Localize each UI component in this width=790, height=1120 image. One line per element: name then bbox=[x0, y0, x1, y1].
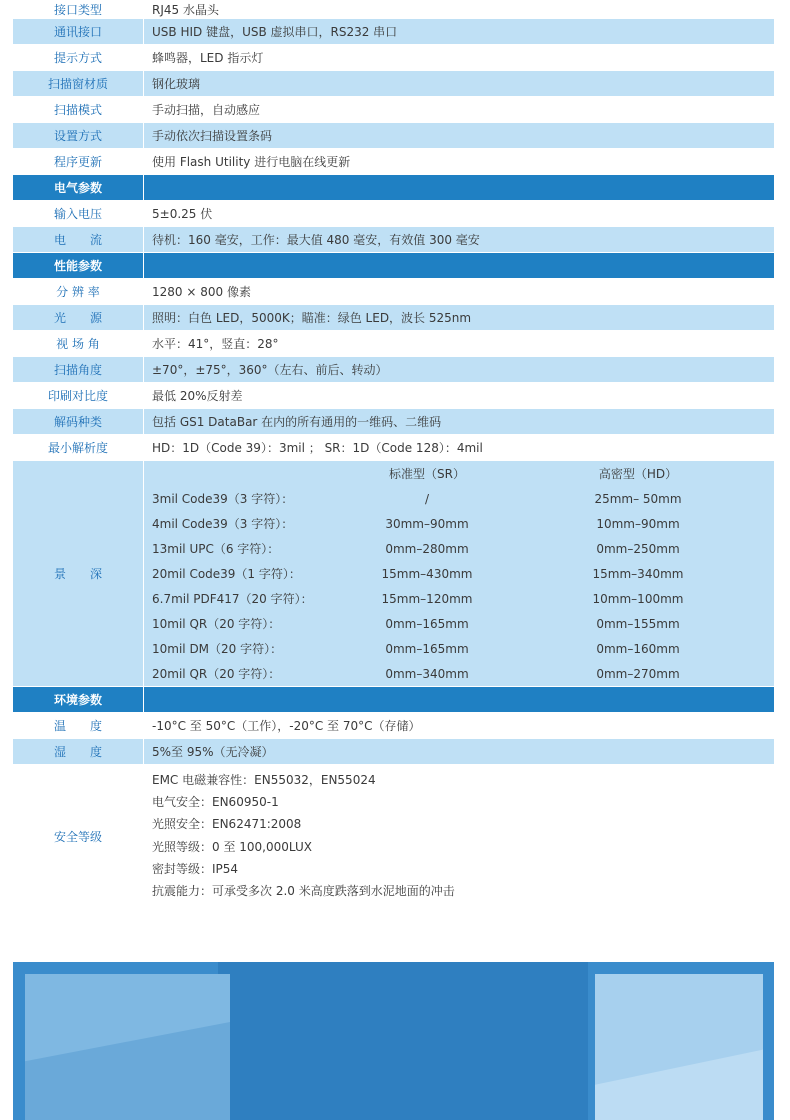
spec-value: 蜂鸣器，LED 指示灯 bbox=[144, 45, 775, 71]
depth-header-sr: 标准型（SR） bbox=[389, 467, 465, 481]
safety-line: 密封等级：IP54 bbox=[152, 861, 239, 876]
spec-label: 湿 度 bbox=[13, 739, 144, 765]
depth-row bbox=[144, 561, 774, 586]
spec-label: 设置方式 bbox=[13, 123, 144, 149]
spec-value: RJ45 水晶头 bbox=[144, 0, 775, 19]
spec-row bbox=[13, 279, 774, 305]
spec-value: 手动扫描，自动感应 bbox=[144, 97, 775, 123]
section-header-electrical bbox=[13, 175, 774, 201]
spec-row bbox=[13, 305, 774, 331]
spec-table bbox=[13, 0, 774, 908]
depth-sr-value: 30mm–90mm bbox=[385, 516, 469, 531]
spec-row bbox=[13, 97, 774, 123]
spec-label: 景 深 bbox=[13, 461, 144, 687]
depth-sr-value: 15mm–430mm bbox=[381, 566, 473, 581]
depth-sr-value: 0mm–165mm bbox=[385, 641, 469, 656]
spec-value: 5±0.25 伏 bbox=[144, 201, 775, 227]
depth-code: 6.7mil PDF417（20 字符）： bbox=[152, 592, 313, 606]
depth-row bbox=[144, 586, 774, 611]
depth-sr-value: 0mm–280mm bbox=[385, 541, 469, 556]
spec-label: 通讯接口 bbox=[13, 19, 144, 45]
depth-sr-value: 0mm–340mm bbox=[385, 666, 469, 681]
depth-hd-value: 0mm–155mm bbox=[596, 616, 680, 631]
section-title: 性能参数 bbox=[13, 253, 144, 279]
depth-code: 10mil DM（20 字符）： bbox=[152, 642, 283, 656]
spec-label: 光 源 bbox=[13, 305, 144, 331]
spec-row bbox=[13, 409, 774, 435]
section-title: 环境参数 bbox=[13, 687, 144, 713]
spec-row bbox=[13, 0, 774, 19]
spec-label: 扫描窗材质 bbox=[13, 71, 144, 97]
spec-row bbox=[13, 435, 774, 461]
spec-value: 待机：160 毫安，工作：最大值 480 毫安，有效值 300 毫安 bbox=[144, 227, 775, 253]
spec-value: 最低 20%反射差 bbox=[144, 383, 775, 409]
spec-label: 温 度 bbox=[13, 713, 144, 739]
section-title: 电气参数 bbox=[13, 175, 144, 201]
spec-row bbox=[13, 227, 774, 253]
depth-code: 4mil Code39（3 字符）： bbox=[152, 517, 294, 531]
spec-value: 钢化玻璃 bbox=[144, 71, 775, 97]
spec-label: 解码种类 bbox=[13, 409, 144, 435]
depth-row bbox=[144, 661, 774, 686]
spec-label: 最小解析度 bbox=[13, 435, 144, 461]
spec-value: 使用 Flash Utility 进行电脑在线更新 bbox=[144, 149, 775, 175]
depth-hd-value: 15mm–340mm bbox=[592, 566, 684, 581]
spec-label: 扫描角度 bbox=[13, 357, 144, 383]
spec-value: 水平：41°，竖直：28° bbox=[144, 331, 775, 357]
spec-row bbox=[13, 123, 774, 149]
safety-line: 光照安全：EN62471:2008 bbox=[152, 817, 302, 832]
spec-value: 1280 × 800 像素 bbox=[144, 279, 775, 305]
section-header-environment bbox=[13, 687, 774, 713]
spec-row bbox=[13, 201, 774, 227]
spec-value: -10°C 至 50°C（工作），-20°C 至 70°C（存储） bbox=[144, 713, 775, 739]
spec-label: 程序更新 bbox=[13, 149, 144, 175]
depth-hd-value: 0mm–250mm bbox=[596, 541, 680, 556]
depth-hd-value: 0mm–270mm bbox=[596, 666, 680, 681]
spec-label: 输入电压 bbox=[13, 201, 144, 227]
depth-sr-value: / bbox=[424, 491, 430, 506]
section-spacer bbox=[144, 253, 775, 279]
depth-hd-value: 10mm–90mm bbox=[596, 516, 680, 531]
spec-row bbox=[13, 45, 774, 71]
spec-value: 手动依次扫描设置条码 bbox=[144, 123, 775, 149]
spec-row bbox=[13, 149, 774, 175]
spec-row bbox=[13, 331, 774, 357]
section-spacer bbox=[144, 175, 775, 201]
spec-value: USB HID 键盘，USB 虚拟串口，RS232 串口 bbox=[144, 19, 775, 45]
section-spacer bbox=[144, 687, 775, 713]
spec-label: 视 场 角 bbox=[13, 331, 144, 357]
spec-label: 分 辨 率 bbox=[13, 279, 144, 305]
depth-sr-value: 15mm–120mm bbox=[381, 591, 473, 606]
spec-row bbox=[13, 739, 774, 765]
depth-header-empty bbox=[144, 461, 352, 486]
spec-row bbox=[13, 71, 774, 97]
spec-value: 照明：白色 LED，5000K；瞄准：绿色 LED，波长 525nm bbox=[144, 305, 775, 331]
safety-line: 光照等级：0 至 100,000LUX bbox=[152, 839, 312, 854]
depth-row bbox=[144, 486, 774, 511]
spec-row bbox=[13, 357, 774, 383]
safety-line: 抗震能力：可承受多次 2.0 米高度跌落到水泥地面的冲击 bbox=[152, 883, 455, 898]
depth-row bbox=[144, 536, 774, 561]
depth-hd-value: 0mm–160mm bbox=[596, 641, 680, 656]
banner-panel-center bbox=[218, 962, 588, 1120]
depth-code: 20mil Code39（1 字符）： bbox=[152, 567, 301, 581]
spec-row bbox=[13, 19, 774, 45]
spec-label: 安全等级 bbox=[13, 765, 144, 909]
depth-code: 3mil Code39（3 字符）： bbox=[152, 492, 294, 506]
depth-row bbox=[144, 636, 774, 661]
depth-code: 13mil UPC（6 字符）： bbox=[152, 542, 280, 556]
depth-row bbox=[144, 611, 774, 636]
depth-header-row bbox=[144, 461, 774, 486]
depth-sr-value: 0mm–165mm bbox=[385, 616, 469, 631]
spec-label: 扫描模式 bbox=[13, 97, 144, 123]
depth-hd-value: 10mm–100mm bbox=[592, 591, 684, 606]
depth-row bbox=[144, 511, 774, 536]
depth-code: 20mil QR（20 字符）： bbox=[152, 667, 281, 681]
spec-value: 5%至 95%（无冷凝） bbox=[144, 739, 775, 765]
depth-code: 10mil QR（20 字符）： bbox=[152, 617, 281, 631]
spec-value: ±70°，±75°，360°（左右、前后、转动） bbox=[144, 357, 775, 383]
safety-lines bbox=[144, 765, 775, 909]
spec-label: 电 流 bbox=[13, 227, 144, 253]
depth-of-field-row bbox=[13, 461, 774, 687]
spec-value: 包括 GS1 DataBar 在内的所有通用的一维码、二维码 bbox=[144, 409, 775, 435]
spec-label: 印刷对比度 bbox=[13, 383, 144, 409]
safety-row bbox=[13, 765, 774, 909]
spec-value: HD：1D（Code 39）：3mil ； SR：1D（Code 128）：4mil bbox=[144, 435, 775, 461]
section-header-performance bbox=[13, 253, 774, 279]
depth-of-field-table bbox=[144, 461, 774, 686]
spec-label: 提示方式 bbox=[13, 45, 144, 71]
depth-header-hd: 高密型（HD） bbox=[598, 467, 678, 481]
spec-row bbox=[13, 383, 774, 409]
decorative-banner-image bbox=[13, 962, 774, 1120]
depth-of-field-table-cell bbox=[144, 461, 775, 687]
spec-row bbox=[13, 713, 774, 739]
depth-hd-value: 25mm– 50mm bbox=[594, 491, 682, 506]
safety-line: 电气安全：EN60950-1 bbox=[152, 795, 279, 810]
spec-label: 接口类型 bbox=[13, 0, 144, 19]
safety-line: EMC 电磁兼容性：EN55032，EN55024 bbox=[152, 773, 376, 787]
